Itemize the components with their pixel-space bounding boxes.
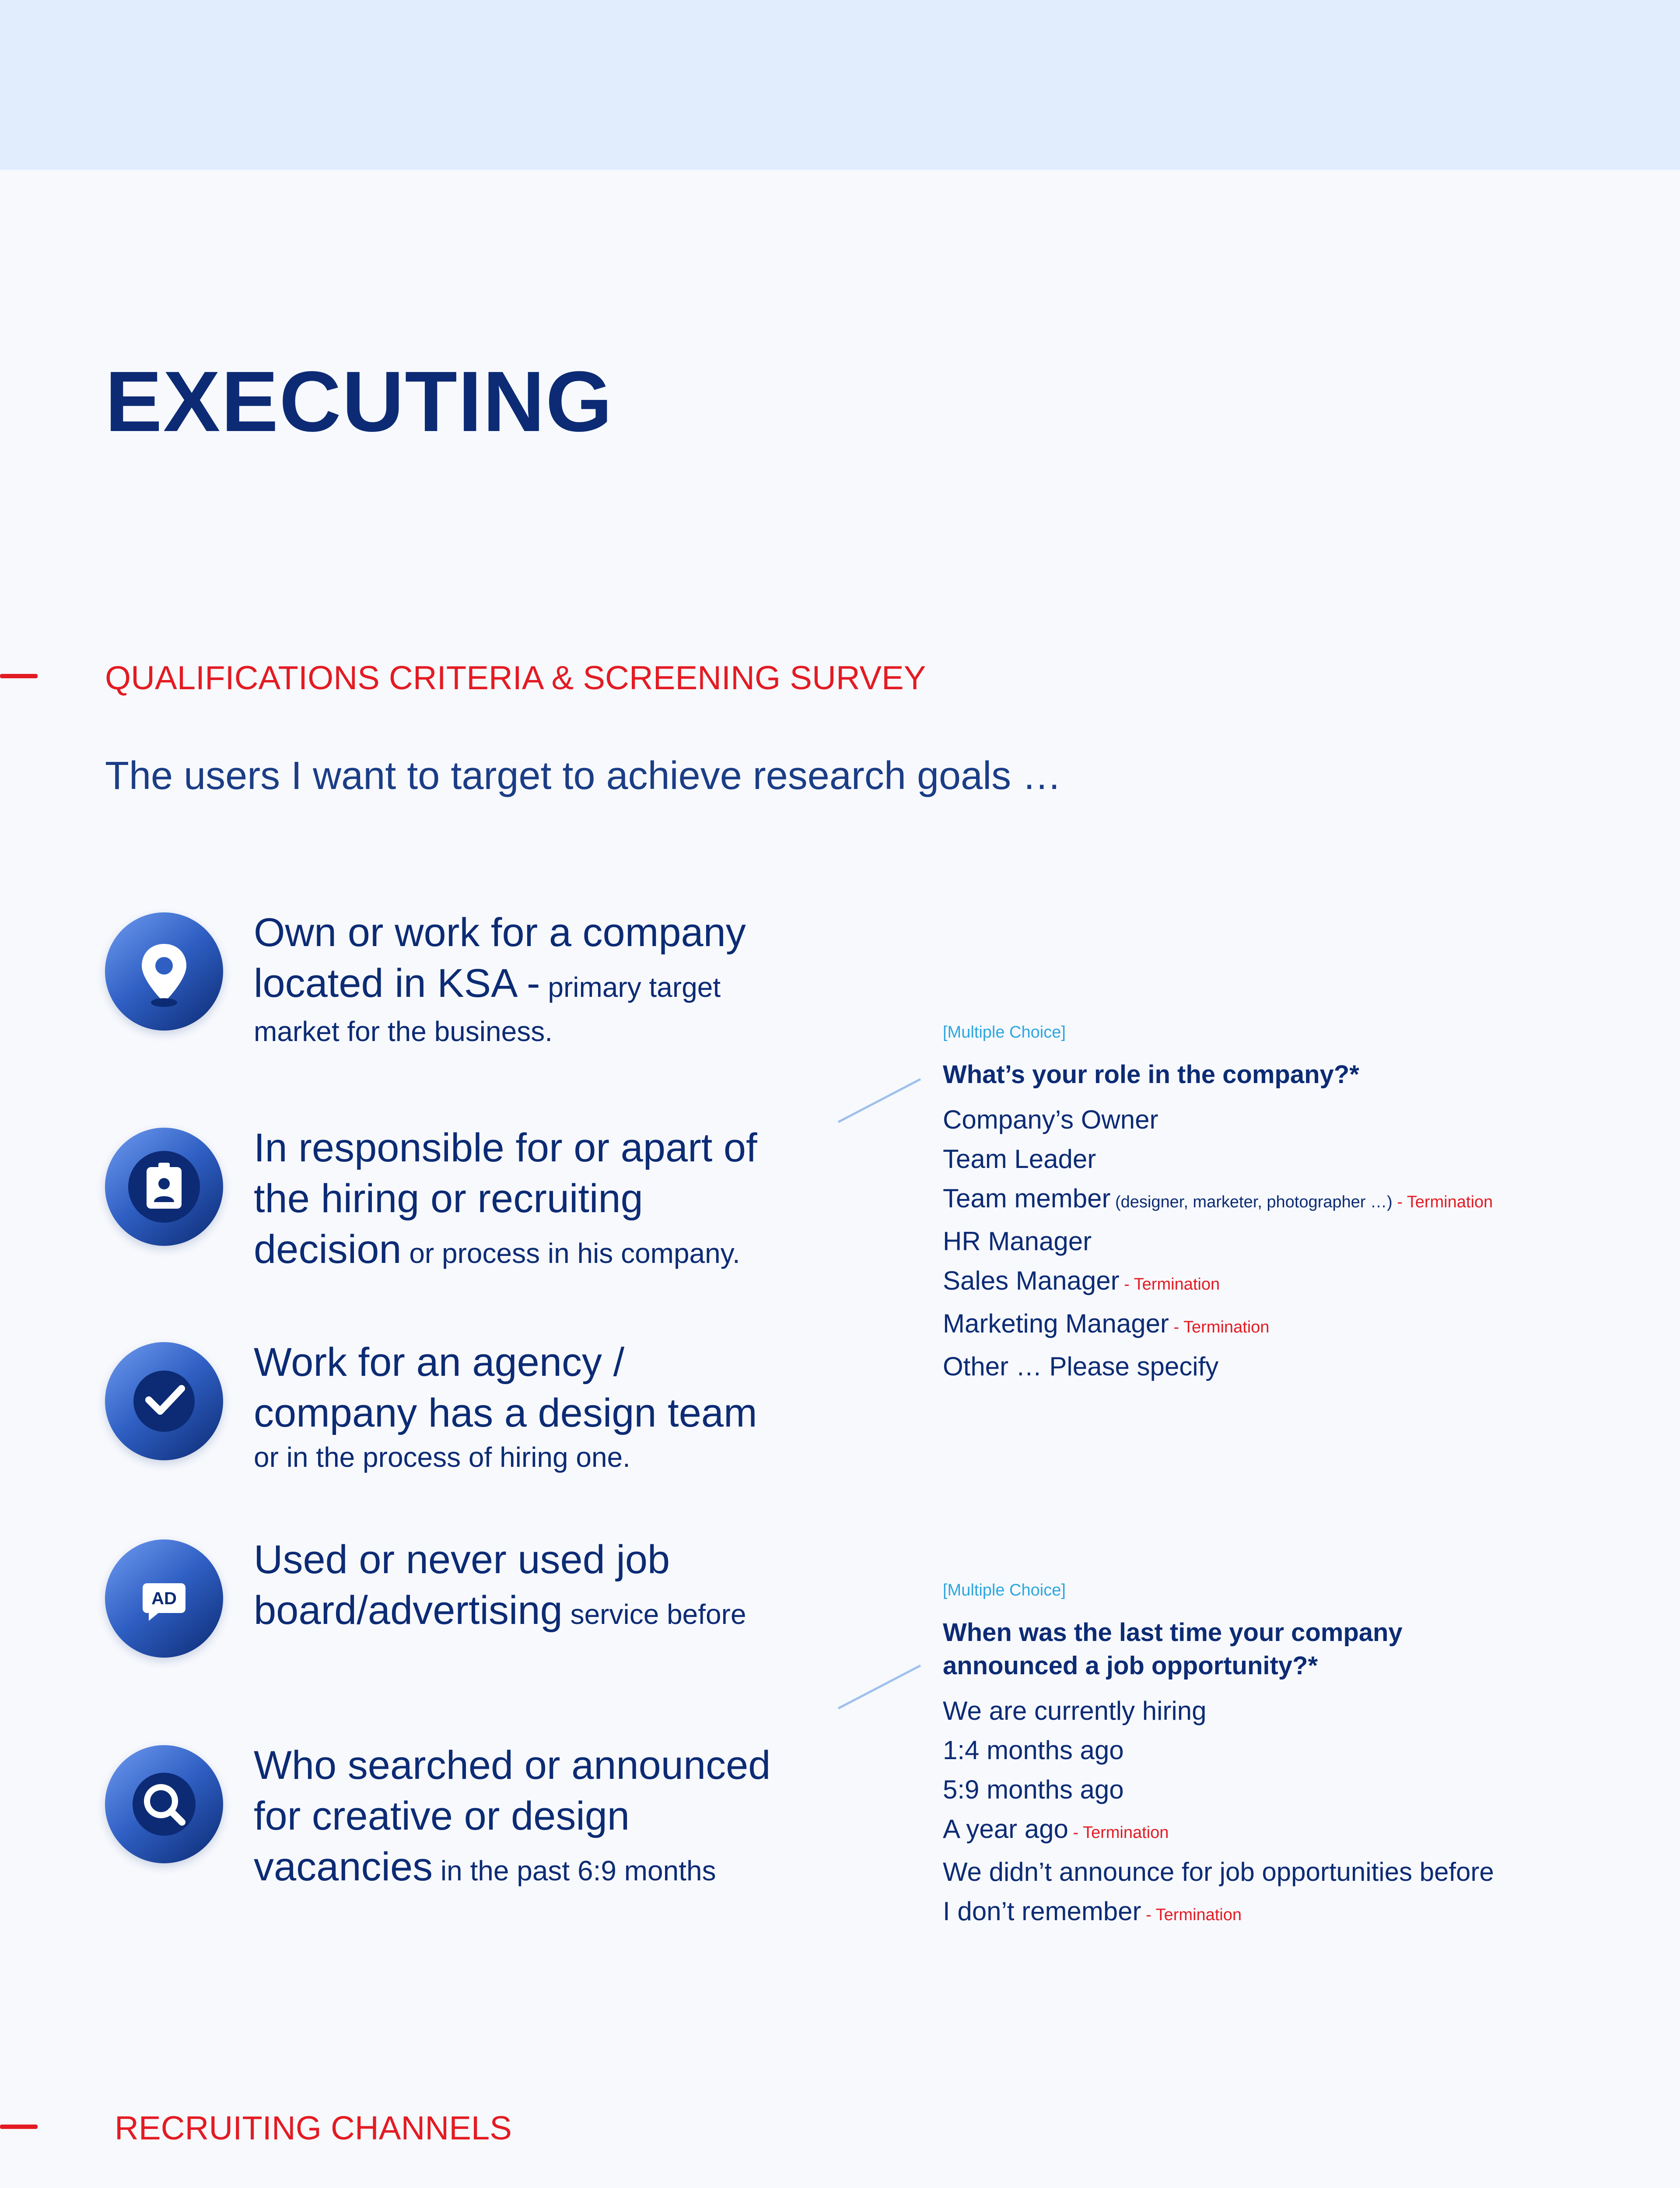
location-pin-icon <box>105 912 223 1031</box>
criterion-note: primary target <box>540 971 721 1003</box>
criterion-note: service before <box>562 1599 746 1630</box>
criterion-item <box>105 1743 805 1889</box>
answer-option: Other … Please specify <box>943 1352 1219 1381</box>
termination-label: - Termination <box>1068 1823 1169 1842</box>
checkmark-icon <box>105 1342 223 1460</box>
answer-option: Company’s Owner <box>943 1105 1158 1134</box>
answer-option: I don’t remember - Termination <box>943 1897 1242 1926</box>
ad-icon <box>105 1539 223 1658</box>
criterion-item <box>105 1126 805 1272</box>
criterion-title: decision <box>254 1227 402 1272</box>
answer-option: 5:9 months ago <box>943 1775 1124 1804</box>
criterion-item <box>105 1342 805 1473</box>
option-note: (designer, marketer, photographer …) <box>1110 1193 1393 1211</box>
criterion-item <box>105 910 805 1047</box>
criterion-title: vacancies <box>254 1844 433 1889</box>
id-badge-icon <box>105 1128 223 1246</box>
section-title-qualifications: QUALIFICATIONS CRITERIA & SCREENING SURVEY <box>105 659 926 697</box>
answer-option: 1:4 months ago <box>943 1736 1124 1765</box>
criterion-title: for creative or design <box>254 1794 630 1838</box>
section-title-recruiting: RECRUITING CHANNELS <box>115 2110 512 2147</box>
criterion-title: the hiring or recruiting <box>254 1176 643 1221</box>
criterion-title: company has a design team <box>254 1391 757 1435</box>
criterion-title: Who searched or announced <box>254 1743 771 1788</box>
criterion-item <box>105 1539 805 1671</box>
termination-label: - Termination <box>1141 1906 1242 1924</box>
criterion-title: located in KSA - <box>254 961 540 1006</box>
survey-question <box>943 1582 1599 1935</box>
section-subtitle: The users I want to target to achieve research goals … <box>105 754 1062 798</box>
termination-label: - Termination <box>1392 1193 1493 1211</box>
connector-line <box>836 1663 923 1711</box>
criterion-title: Own or work for a company <box>254 910 746 955</box>
answer-option: Marketing Manager - Termination <box>943 1309 1270 1338</box>
question-title: What’s your role in the company?* <box>943 1060 1359 1089</box>
section-marker <box>0 2125 38 2129</box>
answer-option: A year ago - Termination <box>943 1814 1169 1844</box>
criterion-title: board/advertising <box>254 1588 563 1633</box>
page-title: EXECUTING <box>105 354 613 449</box>
criterion-title: Work for an agency / <box>254 1340 625 1385</box>
criterion-note: or in the process of hiring one. <box>254 1441 630 1473</box>
survey-question <box>943 1024 1599 1386</box>
criterion-note: market for the business. <box>254 1016 553 1047</box>
answer-option: Team member (designer, marketer, photographer …) - Termination <box>943 1184 1493 1213</box>
question-type-tag: [Multiple Choice] <box>943 1023 1066 1041</box>
criterion-note: in the past 6:9 months <box>433 1855 716 1886</box>
question-title: When was the last time your company announced a job opportunity?* <box>943 1618 1403 1680</box>
connector-line <box>836 1076 923 1125</box>
criterion-note: or process in his company. <box>401 1238 740 1269</box>
answer-option: Team Leader <box>943 1144 1096 1174</box>
termination-label: - Termination <box>1169 1318 1270 1336</box>
question-type-tag: [Multiple Choice] <box>943 1581 1066 1599</box>
search-icon <box>105 1745 223 1863</box>
termination-label: - Termination <box>1119 1275 1220 1294</box>
header-band <box>0 0 1680 170</box>
answer-option: HR Manager <box>943 1227 1092 1256</box>
criterion-title: In responsible for or apart of <box>254 1126 757 1170</box>
section-marker <box>0 674 38 678</box>
answer-option: We didn’t announce for job opportunities before <box>943 1857 1494 1886</box>
criterion-title: Used or never used job <box>254 1537 670 1582</box>
answer-option: Sales Manager - Termination <box>943 1266 1220 1295</box>
answer-option: We are currently hiring <box>943 1696 1207 1725</box>
ad-icon-label: AD <box>151 1589 177 1608</box>
